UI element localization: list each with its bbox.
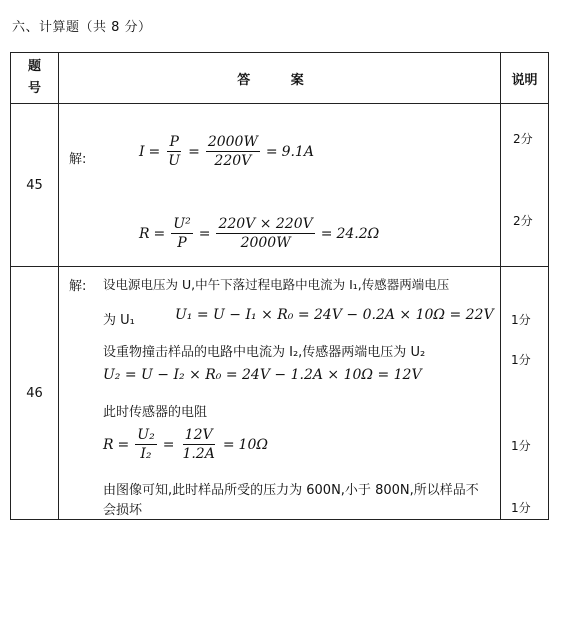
- solve-label-45: 解:: [69, 152, 87, 167]
- score-46-2: 1分: [511, 353, 531, 367]
- eq2-frac2-den: 2000W: [240, 235, 291, 251]
- text-line-3: 设重物撞击样品的电路中电流为 I₂,传感器两端电压为 U₂: [103, 345, 426, 360]
- eq3-frac1: [135, 427, 156, 462]
- eq1-result: 9.1A: [281, 143, 314, 160]
- header-number-line1: 题: [27, 59, 41, 74]
- table-row-q45: [11, 104, 549, 267]
- eq1-lhs: I: [139, 143, 145, 160]
- eq2-lhs: R: [139, 225, 150, 242]
- score-46-1: 1分: [511, 313, 531, 327]
- text-line-4: 此时传感器的电阻: [103, 405, 208, 420]
- answer-cell-45: [59, 104, 501, 267]
- answer-table: [10, 52, 549, 520]
- text-line-2: 为 U₁: [103, 313, 135, 328]
- score-46-3: 1分: [511, 439, 531, 453]
- eq2-result: 24.2Ω: [336, 225, 380, 242]
- eq1-frac1: [166, 134, 182, 169]
- header-row: [11, 53, 549, 104]
- header-number-line2: 号: [27, 81, 41, 96]
- score-46-4: 1分: [511, 501, 531, 515]
- score-45-2: 2分: [513, 214, 533, 228]
- eq2-frac1-num: U²: [173, 216, 191, 232]
- eq3-lhs: R: [103, 436, 114, 453]
- score-45-1: 2分: [513, 132, 533, 146]
- header-number: [11, 53, 59, 104]
- equation-u1: U₁ = U − I₁ × R₀ = 24V − 0.2A × 10Ω = 22V: [175, 307, 494, 323]
- answer-cell-46: [59, 267, 501, 520]
- eq1-frac2-num: 2000W: [207, 134, 258, 150]
- eq2-frac2-num: 220V × 220V: [218, 216, 313, 232]
- equation-resistance-45: R = $\frac{\text{U²}}{P}$ = $\frac{220V \times 220V}{2000W}$ = 24.2Ω: [139, 216, 380, 251]
- eq3-frac1-num: U₂: [137, 427, 155, 443]
- eq2-frac1-den: P: [177, 235, 187, 251]
- eq3-frac2-num: 12V: [184, 427, 213, 443]
- eq1-frac1-num: P: [169, 134, 179, 150]
- solve-label-46: 解:: [69, 279, 87, 294]
- eq3-result: 10Ω: [238, 436, 268, 453]
- header-answer: 答 案: [59, 53, 501, 104]
- question-number-46: 46: [11, 267, 59, 520]
- table-row-q46: [11, 267, 549, 520]
- section-title: 六、计算题（共 8 分）: [12, 20, 152, 35]
- eq1-frac1-den: U: [168, 153, 181, 169]
- question-number-45: 45: [11, 104, 59, 267]
- eq2-frac2: [216, 216, 314, 251]
- eq2-frac1: [171, 216, 192, 251]
- text-line-6: 会损坏: [103, 503, 143, 518]
- header-note: 说明: [501, 53, 549, 104]
- equation-u2: U₂ = U − I₂ × R₀ = 24V − 1.2A × 10Ω = 12V: [103, 367, 422, 383]
- text-line-5: 由图像可知,此时样品所受的压力为 600N,小于 800N,所以样品不: [103, 483, 479, 498]
- eq3-frac2-den: 1.2A: [182, 446, 215, 462]
- note-cell-46: [501, 267, 549, 520]
- note-cell-45: [501, 104, 549, 267]
- text-line-1: 设电源电压为 U,中午下落过程电路中电流为 I₁,传感器两端电压: [103, 277, 450, 292]
- equation-resistance-46: R = $\frac{\text{U₂}}{\text{I₂}}$ = $\frac{12V}{1.2A}$ = 10Ω: [103, 427, 268, 462]
- equation-current-45: I = $\frac{P}{U}$ = $\frac{2000W}{220V}$ = 9.1A: [139, 134, 314, 169]
- eq3-frac2: [180, 427, 216, 462]
- eq1-frac2: [206, 134, 260, 169]
- eq1-frac2-den: 220V: [214, 153, 252, 169]
- eq3-frac1-den: I₂: [140, 446, 152, 462]
